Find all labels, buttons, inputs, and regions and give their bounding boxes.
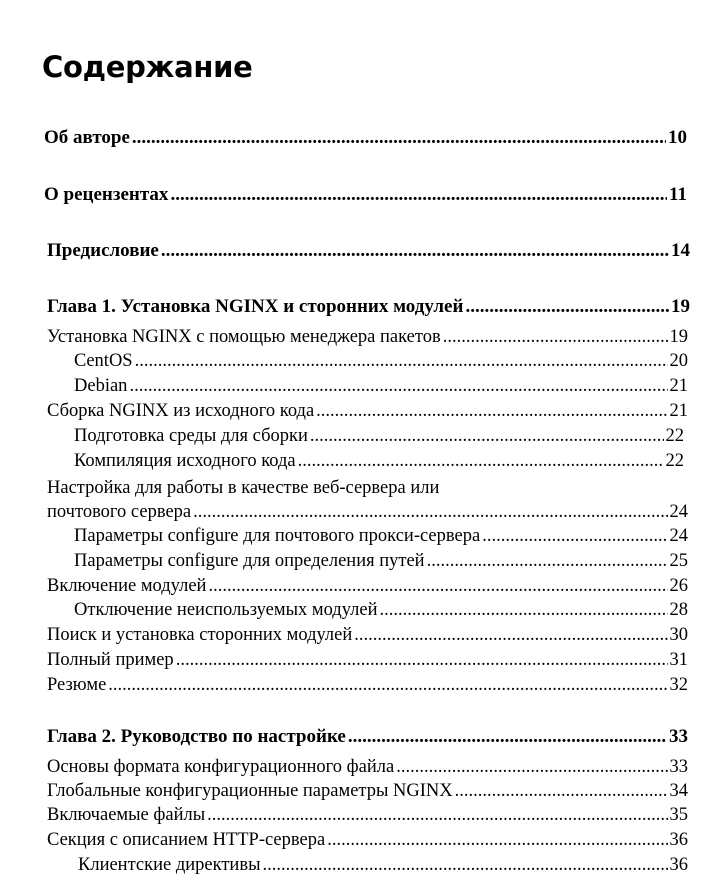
toc-entry-title: Поиск и установка сторонних модулей: [47, 625, 353, 645]
dot-leader: [427, 549, 668, 573]
toc-entry-page: 11: [669, 184, 687, 205]
dot-leader: [176, 648, 668, 672]
toc-entry-title: почтового сервера: [47, 502, 192, 522]
toc-entry[interactable]: [47, 803, 688, 827]
toc-entry-page: 21: [669, 376, 688, 396]
dot-leader: [354, 623, 667, 647]
toc-entry-page: 14: [671, 240, 690, 261]
page-title: Содержание: [42, 50, 253, 84]
toc-entry-page: 20: [669, 351, 688, 371]
toc-entry[interactable]: [47, 755, 688, 779]
toc-entry-reviewers[interactable]: [44, 183, 687, 207]
toc-chapter-2[interactable]: [47, 725, 688, 749]
dot-leader: [207, 803, 667, 827]
toc-entry-title: Глобальные конфигурационные параметры NGINX: [47, 781, 453, 801]
toc-entry-title: Подготовка среды для сборки: [74, 426, 308, 446]
toc-subentry[interactable]: [78, 853, 688, 877]
dot-leader: [316, 399, 667, 423]
toc-entry-page: 35: [669, 805, 688, 825]
toc-entry[interactable]: [47, 574, 688, 598]
toc-entry-title: Debian: [74, 376, 128, 396]
toc-subentry[interactable]: [74, 598, 688, 622]
toc-entry-page: 36: [669, 830, 688, 850]
toc-entry-title: О рецензентах: [44, 184, 169, 205]
toc-entry-page: 26: [669, 576, 688, 596]
toc-chapter-1[interactable]: [47, 295, 690, 319]
toc-entry-page: 21: [669, 401, 688, 421]
toc-entry-title: Отключение неиспользуемых модулей: [74, 600, 378, 620]
toc-entry-page: 10: [668, 127, 687, 148]
toc-entry-page: 19: [671, 296, 690, 317]
toc-entry-page: 31: [669, 650, 688, 670]
dot-leader: [455, 779, 668, 803]
toc-entry-page: 36: [669, 855, 688, 875]
toc-entry-page: 25: [669, 551, 688, 571]
toc-entry-title: Параметры configure для почтового прокси-сервера: [74, 526, 481, 546]
toc-entry-about-author[interactable]: [44, 126, 687, 150]
dot-leader: [263, 853, 668, 877]
dot-leader: [348, 725, 667, 749]
toc-entry[interactable]: [47, 399, 688, 423]
dot-leader: [443, 325, 668, 349]
toc-entry-title: Основы формата конфигурационного файла: [47, 757, 395, 777]
toc-entry-title: Сборка NGINX из исходного кода: [47, 401, 315, 421]
dot-leader: [161, 239, 669, 263]
dot-leader: [193, 500, 667, 524]
toc-entry-title: Параметры configure для определения путей: [74, 551, 425, 571]
toc-entry[interactable]: [47, 623, 688, 647]
toc-entry-title: Установка NGINX с помощью менеджера пакетов: [47, 327, 441, 347]
dot-leader: [298, 449, 664, 473]
toc-entry-page: 30: [669, 625, 688, 645]
toc-entry-title: Клиентские директивы: [78, 855, 261, 875]
toc-entry-page: 33: [669, 726, 688, 747]
dot-leader: [108, 673, 667, 697]
dot-leader: [208, 574, 667, 598]
toc-entry-page: 19: [669, 327, 688, 347]
toc-subentry[interactable]: [74, 424, 684, 448]
toc-entry-title: Включаемые файлы: [47, 805, 206, 825]
toc-entry-title: CentOS: [74, 351, 133, 371]
toc-entry[interactable]: [47, 325, 688, 349]
toc-entry-title-line1: Настройка для работы в качестве веб-сервера или: [47, 478, 440, 498]
toc-subentry[interactable]: [74, 524, 688, 548]
dot-leader: [465, 295, 669, 319]
toc-entry-title: Предисловие: [47, 240, 159, 261]
toc-subentry[interactable]: [74, 374, 688, 398]
dot-leader: [310, 424, 664, 448]
dot-leader: [129, 374, 667, 398]
toc-entry-preface[interactable]: [47, 239, 690, 263]
toc-entry[interactable]: [47, 500, 688, 524]
toc-subentry[interactable]: [74, 349, 688, 373]
toc-entry-page: 22: [665, 426, 684, 446]
dot-leader: [170, 183, 667, 207]
dot-leader: [380, 598, 668, 622]
toc-entry[interactable]: [47, 828, 688, 852]
toc-entry-title: Полный пример: [47, 650, 174, 670]
toc-entry[interactable]: [47, 648, 688, 672]
dot-leader: [482, 524, 667, 548]
toc-entry-page: 24: [669, 526, 688, 546]
toc-entry-title: Резюме: [47, 675, 107, 695]
toc-entry-page: 33: [669, 757, 688, 777]
toc-entry-title: Секция с описанием HTTP-сервера: [47, 830, 326, 850]
toc-subentry[interactable]: [74, 549, 688, 573]
dot-leader: [327, 828, 667, 852]
toc-entry-title: Глава 2. Руководство по настройке: [47, 726, 346, 747]
dot-leader: [396, 755, 667, 779]
toc-entry[interactable]: [47, 779, 688, 803]
toc-entry-page: 22: [665, 451, 684, 471]
toc-entry-title: Компиляция исходного кода: [74, 451, 296, 471]
toc-entry-page: 24: [669, 502, 688, 522]
toc-entry-page: 32: [669, 675, 688, 695]
dot-leader: [135, 349, 668, 373]
dot-leader: [132, 126, 666, 150]
toc-entry-title: Об авторе: [44, 127, 130, 148]
toc-entry-title: Включение модулей: [47, 576, 207, 596]
toc-entry-title: Глава 1. Установка NGINX и сторонних модулей: [47, 296, 464, 317]
toc-subentry[interactable]: [74, 449, 684, 473]
toc-entry[interactable]: [47, 673, 688, 697]
toc-entry-page: 34: [669, 781, 688, 801]
toc-entry-page: 28: [669, 600, 688, 620]
